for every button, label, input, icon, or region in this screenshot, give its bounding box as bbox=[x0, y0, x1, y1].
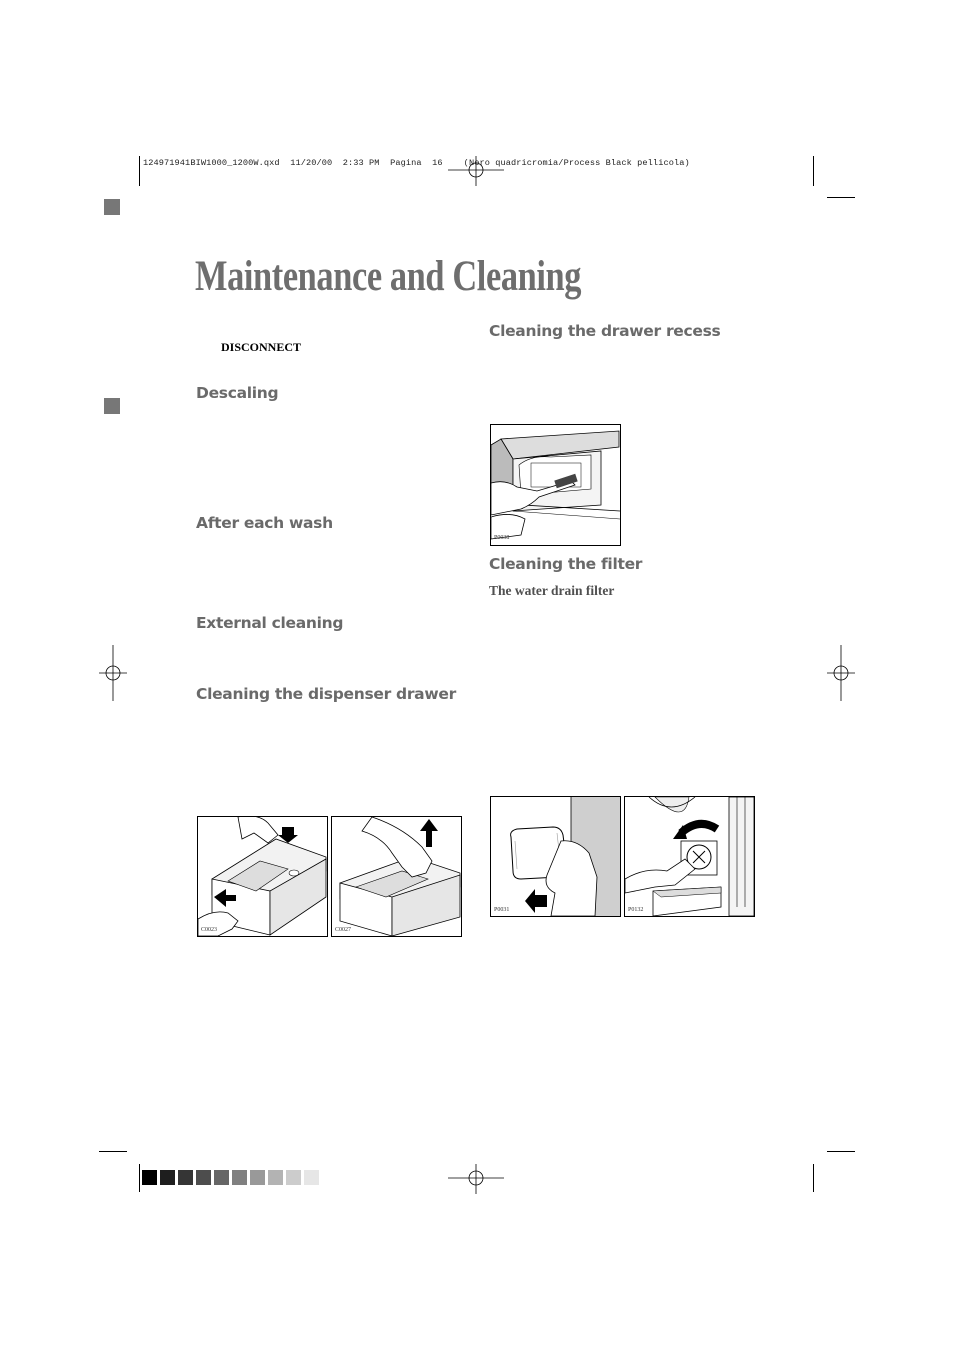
crop-mark-bottom-left-vertical bbox=[139, 1164, 140, 1192]
figure-code-drawer-recess: P0038 bbox=[494, 535, 510, 541]
figure-drawer-pull-out bbox=[197, 816, 328, 937]
section-marker-middle bbox=[104, 398, 120, 414]
section-marker-top bbox=[104, 199, 120, 215]
heading-descaling: Descaling bbox=[196, 384, 279, 402]
figure-code-filter-cover: P0031 bbox=[494, 907, 510, 913]
color-calibration-bar bbox=[142, 1170, 319, 1185]
crop-mark-bottom-right-vertical bbox=[813, 1164, 814, 1192]
color-swatch bbox=[214, 1170, 229, 1185]
color-swatch bbox=[196, 1170, 211, 1185]
crop-mark-bottom-right-horizontal bbox=[827, 1151, 855, 1152]
crop-mark-bottom-left-horizontal bbox=[99, 1151, 127, 1152]
color-swatch bbox=[250, 1170, 265, 1185]
page-title: Maintenance and Cleaning bbox=[195, 253, 582, 300]
figure-code-drawer-lift: C0027 bbox=[335, 927, 352, 933]
figure-drawer-lift bbox=[331, 816, 462, 937]
figure-drawer-recess bbox=[490, 424, 621, 546]
figure-code-filter-unscrew: P0132 bbox=[628, 907, 644, 913]
registration-mark-left bbox=[99, 645, 127, 701]
color-swatch bbox=[178, 1170, 193, 1185]
registration-mark-bottom bbox=[448, 1164, 504, 1194]
color-swatch bbox=[304, 1170, 319, 1185]
crop-mark-top-right-horizontal bbox=[827, 197, 855, 198]
heading-dispenser-drawer: Cleaning the dispenser drawer bbox=[196, 685, 456, 703]
heading-drawer-recess: Cleaning the drawer recess bbox=[489, 322, 721, 340]
color-swatch bbox=[232, 1170, 247, 1185]
color-swatch bbox=[268, 1170, 283, 1185]
color-swatch bbox=[142, 1170, 157, 1185]
heading-after-each-wash: After each wash bbox=[196, 514, 333, 532]
figure-filter-unscrew bbox=[624, 796, 755, 917]
color-swatch bbox=[286, 1170, 301, 1185]
crop-mark-top-right-vertical bbox=[813, 156, 814, 186]
color-swatch bbox=[160, 1170, 175, 1185]
heading-filter: Cleaning the filter bbox=[489, 555, 643, 573]
subheading-water-drain-filter: The water drain filter bbox=[489, 583, 615, 598]
heading-external-cleaning: External cleaning bbox=[196, 614, 344, 632]
registration-mark-right bbox=[827, 645, 855, 701]
print-slug-line: 124971941BIW1000_1200W.qxd 11/20/00 2:33 PM Pagina 16 (Nero quadricromia/Process Black pellicola) bbox=[143, 158, 690, 168]
figure-filter-cover bbox=[490, 796, 621, 917]
figure-code-drawer-pull-out: C0023 bbox=[201, 927, 218, 933]
disconnect-label: DISCONNECT bbox=[221, 340, 302, 354]
crop-mark-top-left-vertical bbox=[139, 156, 140, 186]
